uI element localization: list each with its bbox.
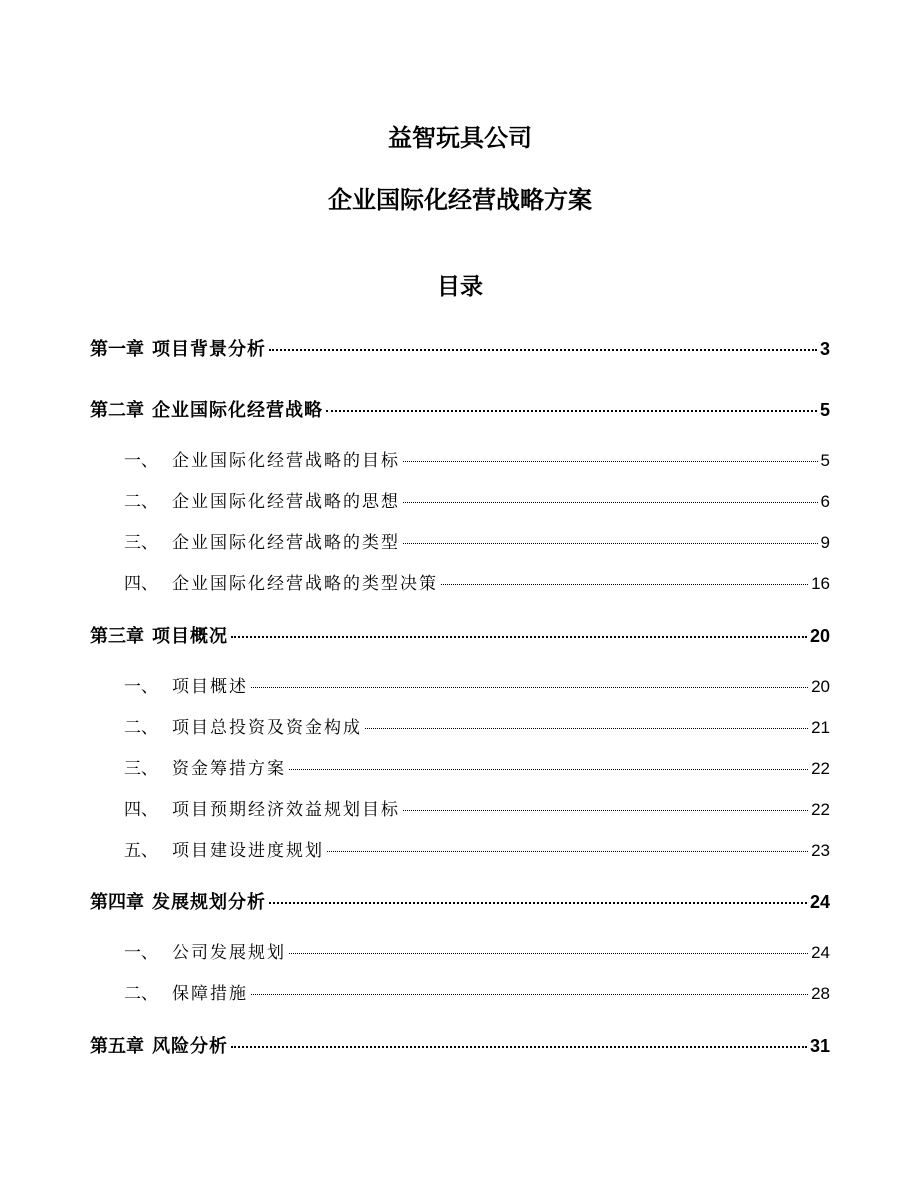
toc-entry-chapter-5[interactable] [90, 1032, 830, 1060]
toc-dot-leader [289, 953, 808, 954]
toc-entry-text: 发展规划分析 [152, 892, 266, 913]
toc-entry-page: 20 [809, 626, 830, 646]
toc-dot-leader [403, 810, 808, 811]
toc-entry-chapter-3[interactable] [90, 622, 830, 650]
toc-entry-page: 31 [809, 1036, 830, 1056]
toc-entry-page: 24 [811, 943, 830, 962]
toc-entry-section[interactable] [124, 797, 830, 823]
toc-entry-text: 企业国际化经营战略 [152, 400, 323, 421]
toc-entry-number: 四、 [124, 800, 158, 820]
toc-entry-text: 风险分析 [152, 1036, 228, 1057]
toc-entry-page: 23 [811, 841, 830, 860]
toc-entry-page: 16 [811, 574, 830, 593]
toc-dot-leader [403, 502, 818, 503]
toc-entry-text: 企业国际化经营战略的类型 [172, 533, 400, 553]
toc-dot-leader [251, 994, 808, 995]
toc-entry-section[interactable] [124, 571, 830, 597]
toc-entry-text: 项目概况 [152, 626, 228, 647]
toc-dot-leader [269, 349, 817, 351]
toc-entry-text: 企业国际化经营战略的思想 [172, 492, 400, 512]
toc-entry-number: 一、 [124, 677, 158, 697]
toc-entry-page: 22 [811, 800, 830, 819]
toc-entry-section[interactable] [124, 674, 830, 700]
toc-entry-text: 项目总投资及资金构成 [172, 718, 362, 738]
toc-entry-text: 企业国际化经营战略的目标 [172, 451, 400, 471]
toc-entry-page: 21 [811, 718, 830, 737]
toc-entry-number: 第五章 [90, 1036, 144, 1057]
toc-entry-page: 24 [809, 892, 830, 912]
plan-title: 企业国际化经营战略方案 [328, 186, 592, 214]
toc-entry-text: 项目建设进度规划 [172, 841, 324, 861]
toc-entry-section[interactable] [124, 981, 830, 1007]
company-title: 益智玩具公司 [388, 124, 532, 152]
toc-entry-section[interactable] [124, 838, 830, 864]
toc-entry-number: 四、 [124, 574, 158, 594]
toc-entry-text: 资金筹措方案 [172, 759, 286, 779]
toc-entry-number: 第一章 [90, 339, 144, 360]
toc-entry-text: 项目概述 [172, 677, 248, 697]
toc-dot-leader [403, 461, 818, 462]
toc-entry-number: 二、 [124, 984, 158, 1004]
toc-entry-page: 5 [819, 400, 830, 420]
toc-entry-section[interactable] [124, 756, 830, 782]
toc-dot-leader [441, 584, 808, 585]
toc-entry-section[interactable] [124, 489, 830, 515]
toc-entry-chapter-1[interactable] [90, 335, 830, 363]
toc-entry-chapter-4[interactable] [90, 888, 830, 916]
toc-entry-text: 公司发展规划 [172, 943, 286, 963]
toc-entry-number: 第二章 [90, 400, 144, 421]
toc-entry-section[interactable] [124, 530, 830, 556]
toc-dot-leader [365, 728, 808, 729]
toc-entry-section[interactable] [124, 940, 830, 966]
toc-entry-page: 6 [820, 492, 830, 511]
toc-entry-number: 五、 [124, 841, 158, 861]
toc-entry-number: 第四章 [90, 892, 144, 913]
toc-entry-text: 保障措施 [172, 984, 248, 1004]
toc-entry-number: 第三章 [90, 626, 144, 647]
toc-entry-page: 3 [819, 339, 830, 359]
toc-entry-page: 20 [811, 677, 830, 696]
toc-entry-section[interactable] [124, 448, 830, 474]
toc-dot-leader [269, 902, 807, 904]
toc-dot-leader [231, 636, 807, 638]
toc-entry-page: 22 [811, 759, 830, 778]
toc-entry-number: 二、 [124, 718, 158, 738]
toc-entry-page: 28 [811, 984, 830, 1003]
toc-entry-text: 项目预期经济效益规划目标 [172, 800, 400, 820]
toc-entry-number: 二、 [124, 492, 158, 512]
toc-dot-leader [289, 769, 808, 770]
toc-entry-text: 企业国际化经营战略的类型决策 [172, 574, 438, 594]
toc-entry-number: 一、 [124, 943, 158, 963]
toc-entry-number: 一、 [124, 451, 158, 471]
toc-dot-leader [403, 543, 818, 544]
toc-dot-leader [327, 851, 808, 852]
toc-entry-page: 9 [820, 533, 830, 552]
toc-entry-section[interactable] [124, 715, 830, 741]
toc-entry-number: 三、 [124, 533, 158, 553]
toc-dot-leader [231, 1046, 807, 1048]
toc-entry-text: 项目背景分析 [152, 339, 266, 360]
toc-entry-number: 三、 [124, 759, 158, 779]
toc-heading: 目录 [437, 274, 483, 300]
toc-entry-chapter-2[interactable] [90, 396, 830, 424]
toc-dot-leader [251, 687, 808, 688]
toc-entry-page: 5 [820, 451, 830, 470]
toc-dot-leader [326, 410, 817, 412]
